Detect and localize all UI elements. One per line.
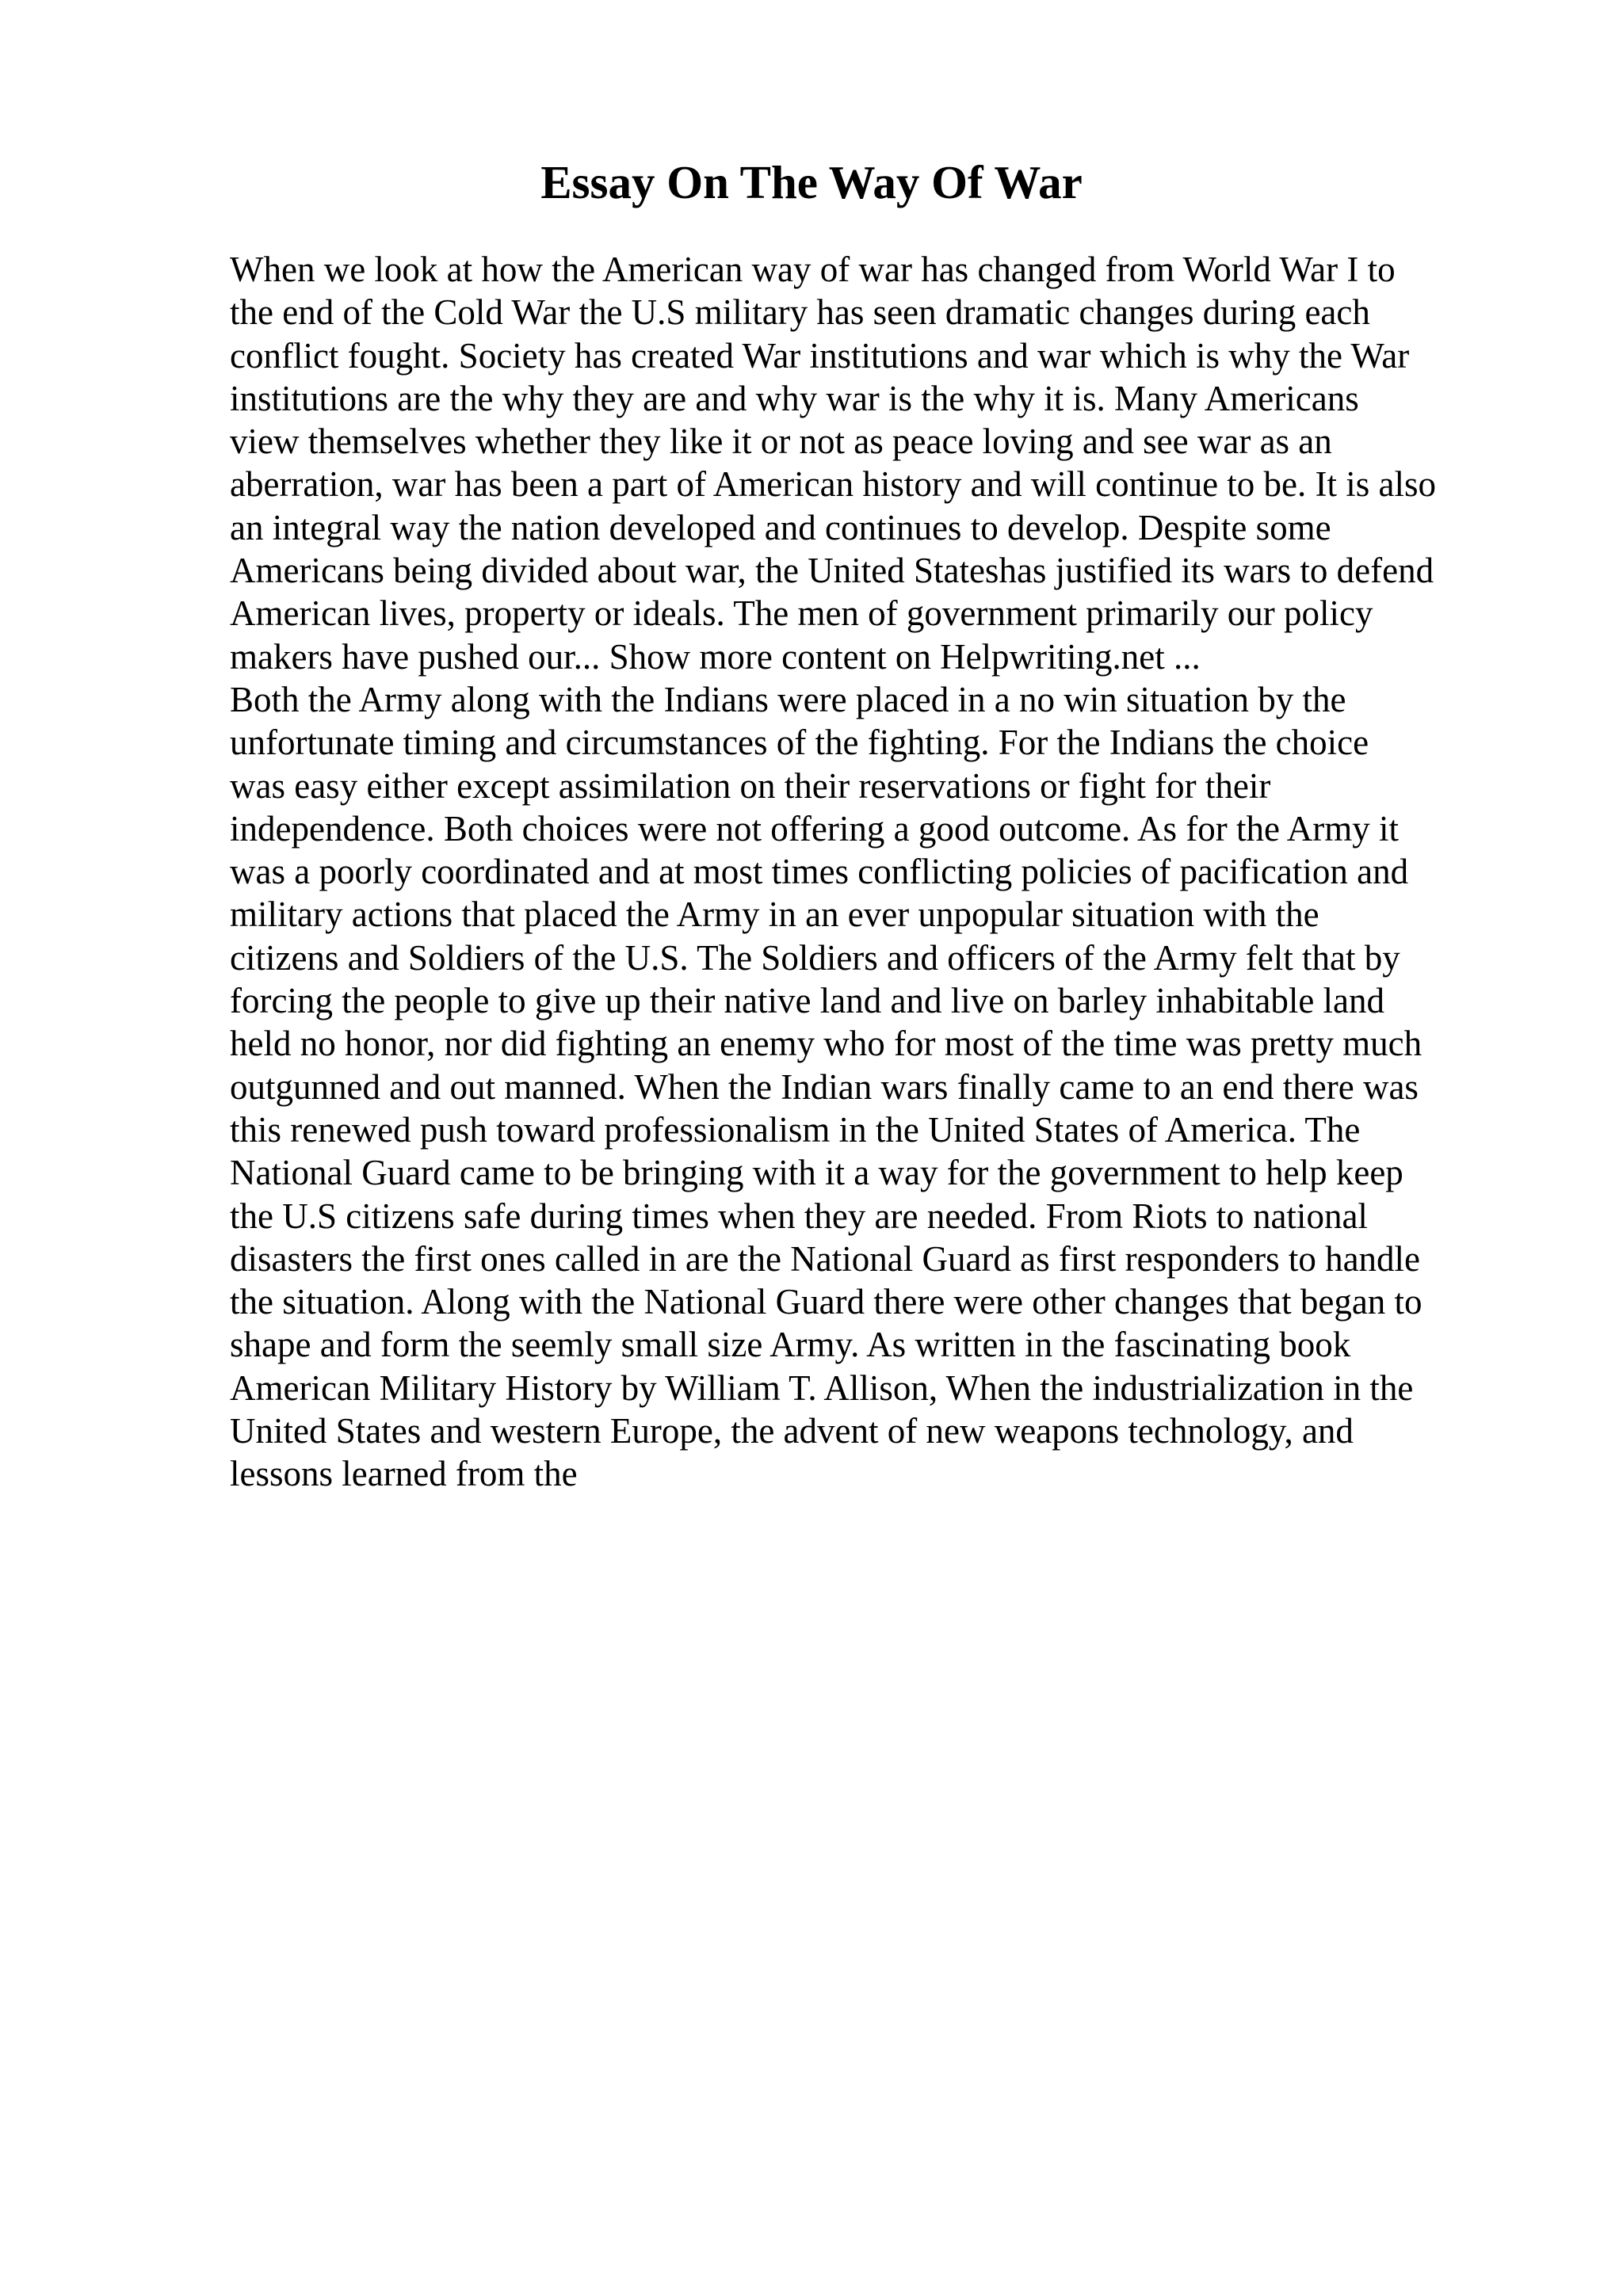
essay-line: forcing the people to give up their native land and live on barley inhabitable land [230,981,1385,1021]
essay-body [230,248,1498,1496]
essay-line: When we look at how the American way of war has changed from World War I to [230,250,1396,289]
essay-line: was a poorly coordinated and at most times conflicting policies of pacification and [230,852,1409,892]
essay-line: view themselves whether they like it or not as peace loving and see war as an [230,421,1332,462]
essay-line: makers have pushed our... Show more content on Helpwriting.net ... [230,636,1201,677]
essay-line: an integral way the nation developed and continues to develop. Despite some [230,507,1331,547]
essay-line: this renewed push toward professionalism in the United States of America. The [230,1109,1361,1150]
essay-line: the situation. Along with the National Guard there were other changes that began to [230,1282,1423,1322]
essay-line: United States and western Europe, the advent of new weapons technology, and [230,1411,1354,1451]
essay-line: Both the Army along with the Indians were placed in a no win situation by the [230,679,1346,719]
essay-line: shape and form the seemly small size Army. As written in the fascinating book [230,1325,1351,1365]
essay-line: outgunned and out manned. When the Indian wars finally came to an end there was [230,1066,1419,1107]
essay-line: independence. Both choices were not offering a good outcome. As for the Army it [230,808,1400,849]
essay-line: the U.S citizens safe during times when they are needed. From Riots to national [230,1196,1368,1236]
essay-line: military actions that placed the Army in an ever unpopular situation with the [230,894,1319,935]
essay-line: Americans being divided about war, the United Stateshas justified its wars to defend [230,551,1434,591]
essay-line: citizens and Soldiers of the U.S. The Soldiers and officers of the Army felt that by [230,937,1400,978]
essay-line: was easy either except assimilation on their reservations or fight for their [230,765,1271,806]
essay-line: institutions are the why they are and why war is the why it is. Many Americans [230,378,1359,418]
essay-line: aberration, war has been a part of American history and will continue to be. It is also [230,464,1437,505]
essay-line: conflict fought. Society has created War institutions and war which is why the War [230,335,1410,376]
essay-title: Essay On The Way Of War [540,156,1083,208]
essay-line: unfortunate timing and circumstances of the fighting. For the Indians the choice [230,723,1369,763]
essay-line: held no honor, nor did fighting an enemy who for most of the time was pretty much [230,1024,1423,1064]
essay-line: lessons learned from the [230,1454,578,1494]
essay-line: National Guard came to be bringing with it a way for the government to help keep [230,1153,1403,1193]
essay-line: the end of the Cold War the U.S military has seen dramatic changes during each [230,292,1370,333]
essay-line: American lives, property or ideals. The men of government primarily our policy [230,593,1373,634]
essay-line: American Military History by William T. Allison, When the industrialization in the [230,1367,1414,1408]
essay-line: disasters the first ones called in are the National Guard as first responders to handle [230,1238,1421,1279]
